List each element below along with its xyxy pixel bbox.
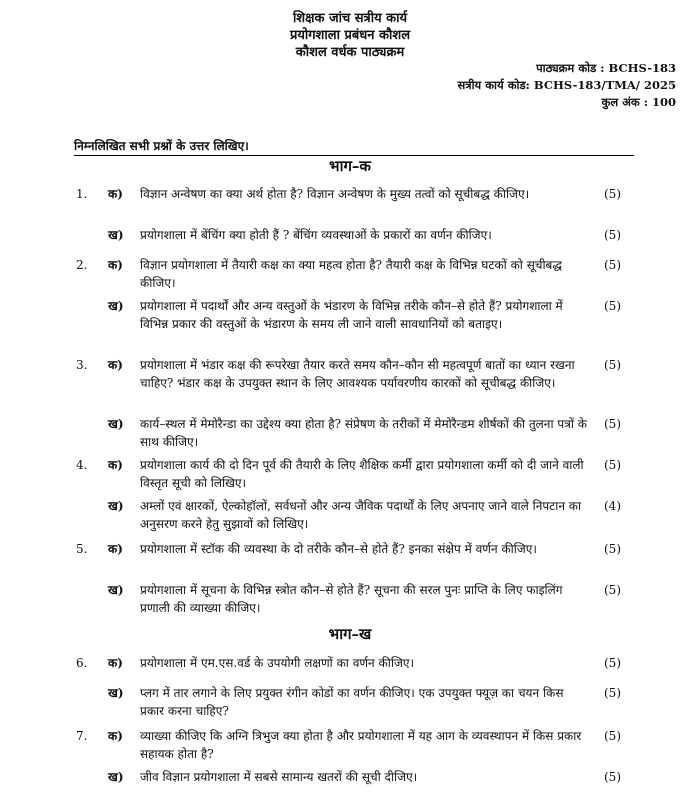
question-text: प्रयोगशाला में सूचना के विभिन्न स्त्रोत कौन–से होते हैं? सूचना की सरल पुनः प्राप्ति के लिए फाइलिंग प्रणाली की व्याख्या कीजिए। xyxy=(140,583,563,615)
question-marks: (5) xyxy=(604,686,621,700)
question-marks: (5) xyxy=(604,583,621,597)
question-text: प्लग में तार लगाने के लिए प्रयुक्त रंगीन कोडों का वर्णन कीजिए। एक उपयुक्त फ्यूज़ का चयन किस प्रकार करना चाहिए? xyxy=(140,686,564,718)
question-part: क) xyxy=(108,458,123,472)
question-text: व्याख्या कीजिए कि अग्नि त्रिभुज क्या होता है और प्रयोगशाला में यह आग के व्यवस्थापन में किस प्रकार सहायक होता है? xyxy=(140,729,582,761)
question-marks: (5) xyxy=(604,770,621,784)
course-meta xyxy=(457,60,676,111)
question-part: क) xyxy=(108,542,123,556)
section-b-heading: भाग–ख xyxy=(328,625,372,643)
question-text: प्रयोगशाला में स्टॉक की व्यवस्था के दो तरीके कौन–से होते हैं? इनका संक्षेप में वर्णन कीजिए। xyxy=(140,542,537,556)
question-marks: (5) xyxy=(604,187,621,201)
question-text: विज्ञान प्रयोगशाला में तैयारी कक्ष का क्या महत्व होता है? तैयारी कक्ष के विभिन्न घटकों को सूचीबद्ध कीजिए। xyxy=(140,258,562,290)
question-text: विज्ञान अन्वेषण का क्या अर्थ होता है? विज्ञान अन्वेषण के मुख्य तत्वों को सूचीबद्ध कीजिए। xyxy=(140,187,530,201)
question-part: ख) xyxy=(108,417,124,431)
question-number: 3. xyxy=(76,358,88,372)
question-part: क) xyxy=(108,187,123,201)
question-text: अम्लों एवं क्षारकों, ऐल्कोहॉलों, सर्वधनों और अन्य जैविक पदार्थों के लिए अपनाए जाने वाले निपटान का अनुसरण करने हेतु सुझावों को लिखिए। xyxy=(140,499,582,531)
total-marks: कुल अंक : 100 xyxy=(601,95,676,109)
question-text: प्रयोगशाला में भंडार कक्ष की रूपरेखा तैयार करते समय कौन–कौन सी महत्वपूर्ण बातों का ध्यान रखना चाहिए? भंडार कक्ष के उपयुक्त स्थान के लिए आवश्यक पर्यावरणीय कारकों को सूचीबद्ध कीजिए। xyxy=(140,358,575,390)
question-part: क) xyxy=(108,729,123,743)
assignment-code: सत्रीय कार्य कोड: BCHS-183/TMA/ 2025 xyxy=(457,78,676,92)
question-marks: (5) xyxy=(604,458,621,472)
instruction: निम्नलिखित सभी प्रश्नों के उत्तर लिखिए। xyxy=(74,139,249,153)
question-part: ख) xyxy=(108,499,124,513)
question-text: प्रयोगशाला कार्य की दो दिन पूर्व की तैयारी के लिए शैक्षिक कर्मी द्वारा प्रयोगशाला कर्मी को दी जाने वाली विस्तृत सूची को लिखिए। xyxy=(140,458,584,490)
question-number: 7. xyxy=(76,729,88,743)
course-code: पाठ्यक्रम कोड : BCHS-183 xyxy=(536,61,676,75)
question-part: ख) xyxy=(108,686,124,700)
header-line-2: प्रयोगशाला प्रबंधन कौशल xyxy=(289,28,411,43)
question-part: क) xyxy=(108,656,123,670)
question-marks: (5) xyxy=(604,656,621,670)
question-number: 2. xyxy=(76,258,88,272)
question-text: प्रयोगशाला में बेंचिंग क्या होती हैं ? बेंचिंग व्यवस्थाओं के प्रकारों का वर्णन कीजिए। xyxy=(140,228,492,242)
section-a-heading: भाग–क xyxy=(329,157,371,175)
question-text: प्रयोगशाला में पदार्थों और अन्य वस्तुओं के भंडारण के विभिन्न तरीके कौन–से होते हैं? प्रयोगशाला में विभिन्न प्रकार की वस्तुओं के भंडारण के समय ली जाने वाली सावधानियों को बताइए। xyxy=(140,299,563,331)
question-marks: (5) xyxy=(604,258,621,272)
question-marks: (5) xyxy=(604,358,621,372)
question-part: क) xyxy=(108,258,123,272)
question-part: क) xyxy=(108,358,123,372)
question-number: 1. xyxy=(76,187,88,201)
question-marks: (5) xyxy=(604,417,621,431)
question-marks: (4) xyxy=(604,499,621,513)
question-marks: (5) xyxy=(604,299,621,313)
question-text: कार्य–स्थल में मेमोरैन्डा का उद्देश्य क्या होता है? संप्रेषण के तरीकों में मेमोरैन्डम शीर्षकों की तुलना पत्रों के साथ कीजिए। xyxy=(140,417,587,449)
question-part: ख) xyxy=(108,299,124,313)
question-marks: (5) xyxy=(604,228,621,242)
question-marks: (5) xyxy=(604,729,621,743)
question-marks: (5) xyxy=(604,542,621,556)
question-text: जीव विज्ञान प्रयोगशाला में सबसे सामान्य खतरों की सूची दीजिए। xyxy=(140,770,418,784)
header-line-3: कौशल वर्धक पाठ्यक्रम xyxy=(295,45,405,60)
question-text: प्रयोगशाला में एम.एस.वर्ड के उपयोगी लक्षणों का वर्णन कीजिए। xyxy=(140,656,415,670)
header-line-1: शिक्षक जांच सत्रीय कार्य xyxy=(292,11,408,26)
question-number: 6. xyxy=(76,656,88,670)
question-part: ख) xyxy=(108,583,124,597)
question-part: ख) xyxy=(108,770,124,784)
document-header xyxy=(0,10,700,61)
question-number: 4. xyxy=(76,458,88,472)
question-part: ख) xyxy=(108,228,124,242)
question-number: 5. xyxy=(76,542,88,556)
